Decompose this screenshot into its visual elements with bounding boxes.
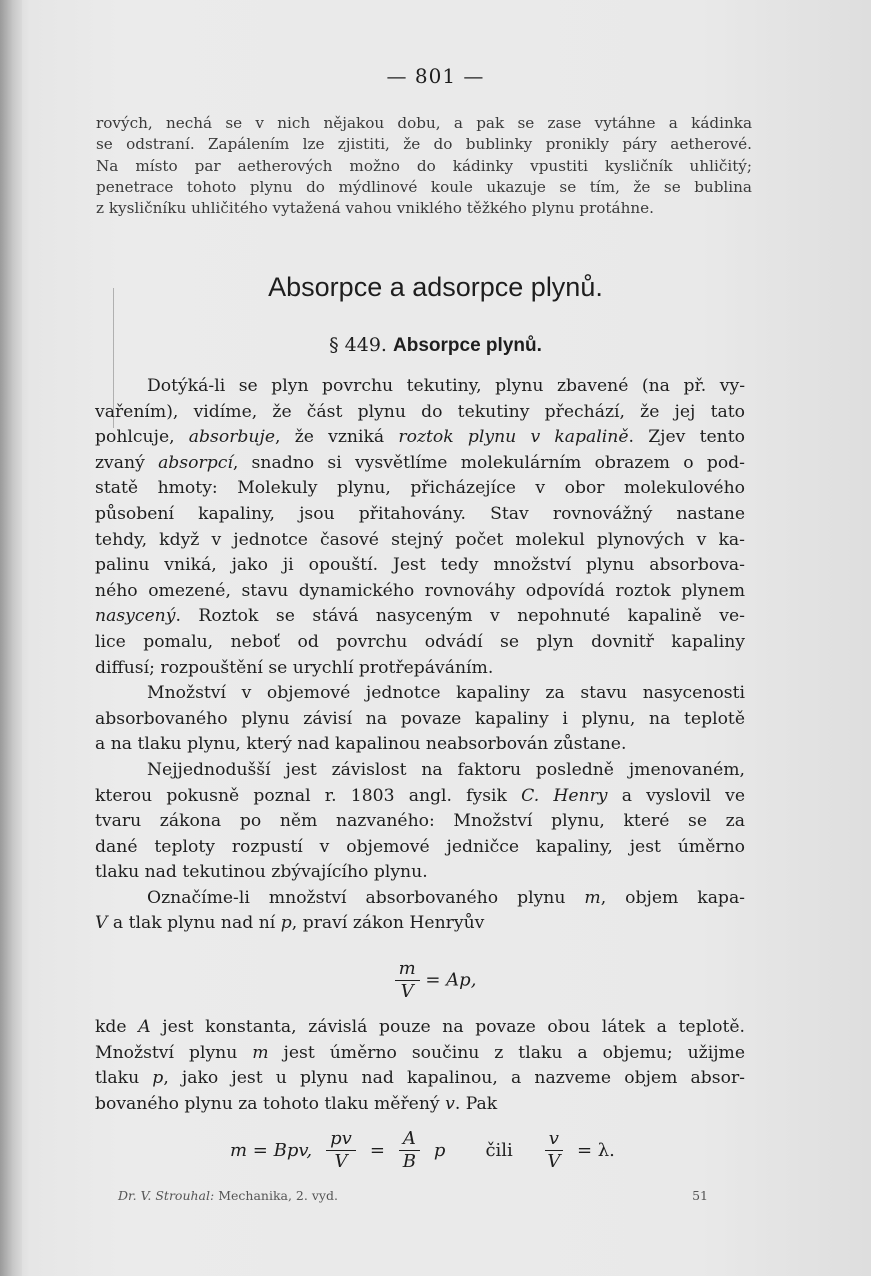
footer-sheet-number: 51: [692, 1188, 708, 1203]
intro-line: z kysličníku uhličitého vytažená vahou vniklého těžkého plynu protáhne.: [96, 199, 654, 218]
text-line: [95, 860, 745, 886]
italic-term: m: [584, 887, 601, 908]
paragraph-notation: [95, 886, 745, 937]
text-segment: tlaku: [95, 1068, 153, 1089]
text-segment: tvaru zákona po něm nazvaného: Množství plynu, které se za: [95, 811, 745, 832]
text-line: [95, 502, 745, 528]
fraction-numerator: v: [545, 1128, 563, 1151]
italic-term: p: [152, 1068, 164, 1089]
chapter-title: Absorpce a adsorpce plynů.: [268, 272, 603, 302]
section-title: Absorpce plynů.: [393, 335, 542, 356]
text-segment: statě hmoty: Molekuly plynu, přicházejíce v obor molekulového: [95, 478, 745, 499]
text-segment: diffusí; rozpouštění se urychlí protřepáváním.: [95, 657, 494, 678]
text-line: [95, 528, 745, 554]
text-line: [95, 425, 745, 451]
text-segment: tlaku nad tekutinou zbývajícího plynu.: [95, 862, 428, 883]
italic-term: v: [445, 1093, 455, 1114]
italic-term: nasycený: [95, 606, 176, 627]
text-line: [95, 886, 745, 912]
italic-term: absorbuje: [188, 427, 276, 448]
italic-term: A: [138, 1017, 151, 1037]
fraction-numerator: pv: [326, 1128, 356, 1151]
footer-citation: [118, 1188, 338, 1203]
text-segment: zvaný: [95, 452, 159, 473]
text-line: [95, 1066, 745, 1092]
text-segment: působení kapaliny, jsou přitahovány. Stav rovnovážný nastane: [95, 503, 745, 524]
section-heading: [0, 334, 871, 357]
text-line: [95, 451, 745, 477]
paragraph-absorption: [95, 374, 745, 681]
footer-author: Dr. V. Strouhal:: [118, 1188, 215, 1203]
text-line: [95, 604, 745, 630]
text-line: [95, 1092, 745, 1118]
text-segment: Nejjednodušší jest závislost na faktoru posledně jmenovaném,: [147, 759, 745, 780]
text-segment: , snadno si vysvětlíme molekulárním obrazem o pod-: [232, 452, 745, 473]
text-segment: Označíme-li množství absorbovaného plynu: [147, 887, 585, 908]
text-segment: pohlcuje,: [95, 427, 189, 448]
text-segment: . Zjev tento: [628, 427, 745, 448]
text-segment: . Pak: [454, 1093, 498, 1114]
text-segment: jest úměrno součinu z tlaku a objemu; užijme: [268, 1042, 745, 1063]
text-segment: a tlak plynu nad ní: [107, 913, 281, 934]
text-line: [95, 835, 745, 861]
text-line: [95, 656, 745, 682]
text-line: [95, 476, 745, 502]
text-line: [95, 784, 745, 810]
text-line: [95, 400, 745, 426]
text-segment: ného omezené, stavu dynamického rovnováhy odpovídá roztok plynem: [95, 580, 745, 601]
formula-lambda: [230, 1128, 710, 1173]
formula-word: čili: [485, 1140, 513, 1161]
text-line: [95, 553, 745, 579]
text-line: [95, 1041, 745, 1067]
section-number: § 449.: [329, 334, 387, 356]
text-segment: jest konstanta, závislá pouze na povaze obou látek a teplotě.: [150, 1017, 745, 1037]
formula-rhs: = λ.: [576, 1140, 615, 1161]
fraction-v-over-v: [545, 1128, 563, 1173]
text-segment: , objem kapa-: [600, 887, 745, 908]
text-segment: absorbovaného plynu závisí na povaze kapaliny i plynu, na teplotě: [95, 708, 745, 729]
italic-term: roztok plynu v kapalině: [398, 427, 629, 448]
paragraph-henry: [95, 758, 745, 886]
text-segment: Množství v objemové jednotce kapaliny za stavu nasycenosti: [147, 683, 745, 704]
fraction-denominator: V: [547, 1151, 561, 1172]
fraction-denominator: B: [402, 1151, 417, 1172]
text-segment: palinu vniká, jako ji opouští. Jest tedy množství plynu absorbova-: [95, 555, 745, 576]
main-text: [95, 374, 745, 937]
text-line: [95, 374, 745, 400]
text-segment: lice pomalu, neboť od povrchu odvádí se plyn dovnitř kapaliny: [95, 631, 745, 652]
fraction-a-over-b: [399, 1128, 420, 1173]
text-line: [95, 758, 745, 784]
text-line: [95, 911, 745, 937]
paragraph-constant: [95, 1015, 745, 1117]
fraction-numerator: A: [399, 1128, 420, 1151]
text-line: [95, 707, 745, 733]
footer-book: Mechanika, 2. vyd.: [218, 1188, 338, 1203]
footer: [118, 1188, 708, 1203]
text-segment: a na tlaku plynu, který nad kapalinou neabsorbován zůstane.: [95, 734, 627, 755]
text-segment: a vyslovil ve: [607, 785, 745, 806]
continuation-text: [95, 1015, 745, 1117]
text-segment: Množství plynu: [95, 1042, 253, 1063]
text-segment: bovaného plynu za tohoto tlaku měřený: [95, 1093, 446, 1114]
italic-term: p: [280, 913, 292, 934]
fraction-pv-over-v: [326, 1128, 356, 1173]
formula-p: p: [433, 1140, 446, 1161]
text-line: [95, 809, 745, 835]
fraction-m-over-v: [395, 958, 420, 1003]
text-segment: . Roztok se stává nasyceným v nepohnuté kapalině ve-: [175, 606, 745, 627]
text-segment: Dotýká-li se plyn povrchu tekutiny, plynu zbavené (na př. vy-: [147, 376, 745, 396]
fraction-denominator: V: [400, 981, 414, 1002]
text-line: [95, 579, 745, 605]
intro-line: penetrace tohoto plynu do mýdlinové koule ukazuje se tím, že se bublina: [96, 177, 752, 196]
intro-line: se odstraní. Zapálením lze zjistiti, že do bublinky pronikly páry aetherové.: [96, 135, 752, 154]
text-segment: dané teploty rozpustí v objemové jedničce kapaliny, jest úměrno: [95, 836, 745, 857]
italic-term: m: [252, 1042, 269, 1063]
italic-term: absorpcí: [158, 452, 233, 473]
book-spine-shadow: [0, 0, 22, 1276]
equals-sign: =: [369, 1140, 385, 1161]
paragraph-quantity: [95, 681, 745, 758]
intro-paragraph: [96, 113, 752, 219]
page-number: — 801 —: [386, 64, 485, 88]
intro-line: rových, nechá se v nich nějakou dobu, a pak se zase vytáhne a kádinka: [96, 114, 752, 132]
text-segment: , že vzniká: [275, 427, 399, 448]
text-segment: , praví zákon Henryův: [291, 913, 485, 934]
italic-term: V: [95, 913, 108, 934]
text-line: [95, 630, 745, 656]
italic-term: C. Henry: [521, 785, 608, 806]
text-segment: kterou pokusně poznal r. 1803 angl. fysik: [95, 785, 522, 806]
fraction-denominator: V: [334, 1151, 348, 1172]
fraction-numerator: m: [395, 958, 420, 981]
formula-rhs: = Ap,: [425, 969, 477, 991]
text-segment: tehdy, když v jednotce časové stejný počet molekul plynových v ka-: [95, 529, 745, 550]
text-line: [95, 681, 745, 707]
text-segment: , jako jest u plynu nad kapalinou, a nazveme objem absor-: [163, 1068, 745, 1089]
intro-line: Na místo par aetherových možno do kádinky vpustiti kysličník uhličitý;: [96, 156, 752, 175]
text-segment: vařením), vidíme, že část plynu do tekutiny přechází, že jej tato: [95, 401, 745, 422]
text-line: [95, 732, 745, 758]
formula-part: m = Bpv,: [230, 1140, 313, 1161]
formula-henry: [0, 958, 871, 1003]
text-line: [95, 1015, 745, 1041]
text-segment: kde: [95, 1017, 139, 1037]
